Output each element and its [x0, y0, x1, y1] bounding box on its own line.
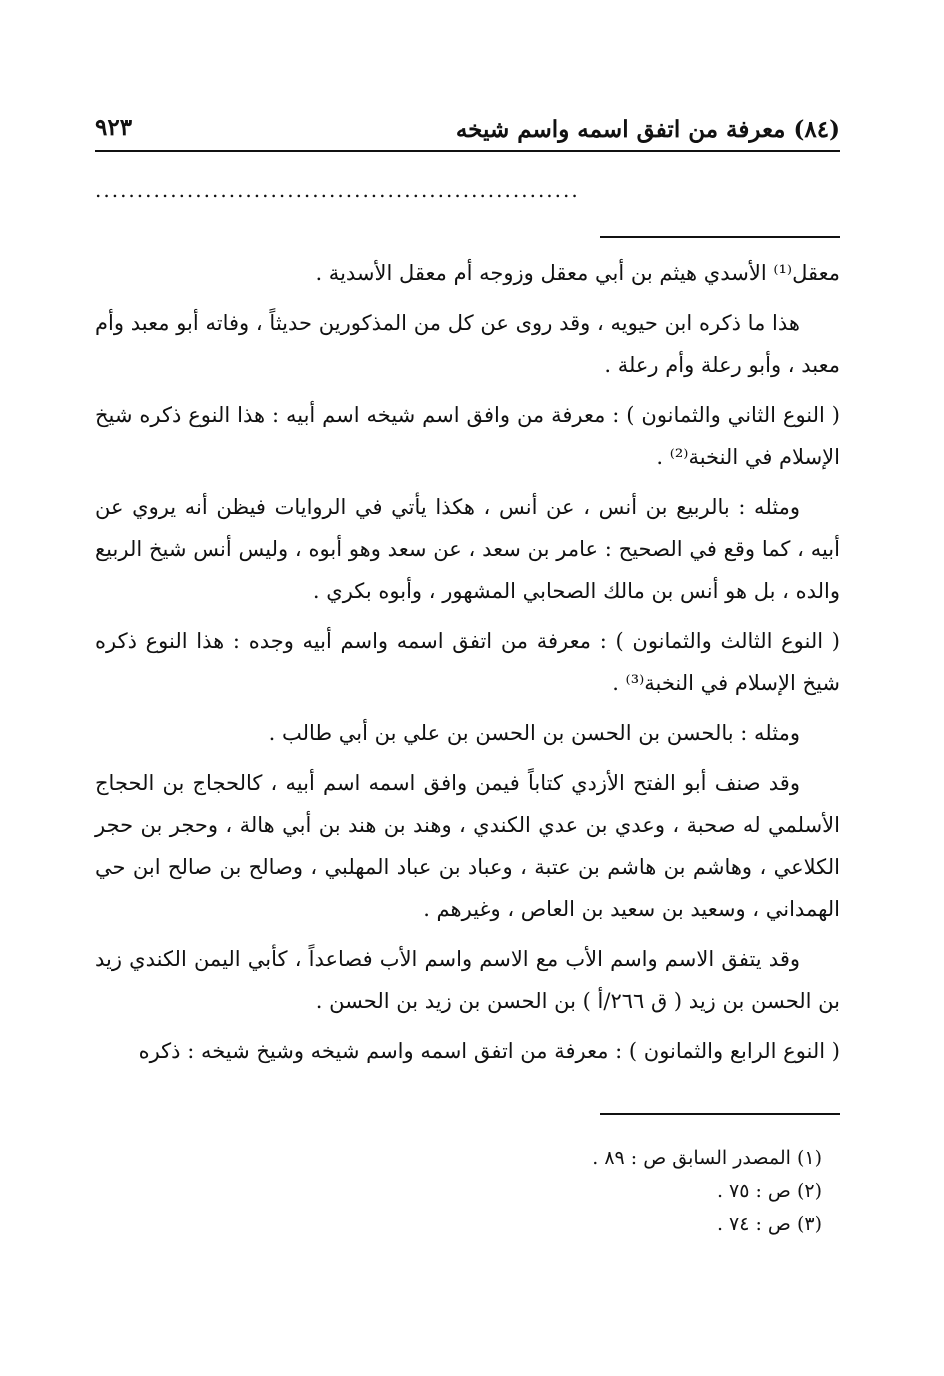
header-rule: [95, 150, 840, 152]
page-number: ٩٢٣: [95, 114, 133, 141]
paragraph: وقد يتفق الاسم واسم الأب مع الاسم واسم الأب فصاعداً ، كأبي اليمن الكندي زيد بن الحسن بن زيد ( ق ٢٦٦/أ ) بن الحسن بن زيد بن الحسن .: [95, 947, 840, 1013]
footnote: (١) المصدر السابق ص : ٨٩ .: [592, 1147, 822, 1169]
paragraph: ( النوع الثاني والثمانون ) : معرفة من وافق اسم شيخه اسم أبيه : هذا النوع ذكره شيخ الإسلام في النخبة⁽²⁾ .: [95, 403, 840, 469]
paragraph: ( النوع الرابع والثمانون ) : معرفة من اتفق اسمه واسم شيخه وشيخ شيخه : ذكره: [138, 1039, 840, 1063]
main-text: [95, 252, 840, 1080]
footnotes: [322, 1142, 822, 1241]
paragraph: معقل⁽¹⁾ الأسدي هيثم بن أبي معقل وزوجه أم معقل الأسدية .: [315, 261, 840, 285]
footnote: (٢) ص : ٧٥ .: [716, 1180, 822, 1202]
footnote-rule: [600, 1113, 840, 1115]
paragraph: هذا ما ذكره ابن حيويه ، وقد روى عن كل من المذكورين حديثاً ، وفاته أبو معبد وأم معبد ، وأبو رعلة وأم رعلة .: [95, 311, 840, 377]
page-header: [95, 112, 840, 152]
omission-dots: ..........................................................: [95, 178, 580, 202]
paragraph: وقد صنف أبو الفتح الأزدي كتاباً فيمن وافق اسمه اسم أبيه ، كالحجاج بن الحجاج الأسلمي له صحبة ، وعدي بن عدي الكندي ، وهند بن هند بن أبي هالة ، وحجر بن حجر الكلاعي ، وهاشم بن هاشم بن عتبة ، وعباد بن عباد المهلبي ، وصالح بن صالح ابن حي الهمداني ، وسعيد بن سعيد بن العاص ، وغيرهم .: [95, 771, 840, 921]
running-title: (٨٤) معرفة من اتفق اسمه واسم شيخه: [455, 116, 840, 143]
section-rule: [600, 236, 840, 238]
paragraph: ومثله : بالحسن بن الحسن بن الحسن بن علي بن أبي طالب .: [268, 721, 800, 745]
paragraph: ومثله : بالربيع بن أنس ، عن أنس ، هكذا يأتي في الروايات فيظن أنه يروي عن أبيه ، كما وقع في الصحيح : عامر بن سعد ، عن سعد وهو أبوه ، وليس أنس شيخ الربيع والده ، بل هو أنس بن مالك الصحابي المشهور ، وأبوه بكري .: [95, 495, 840, 603]
footnote: (٣) ص : ٧٤ .: [716, 1213, 822, 1235]
paragraph: ( النوع الثالث والثمانون ) : معرفة من اتفق اسمه واسم أبيه وجده : هذا النوع ذكره شيخ الإسلام في النخبة⁽³⁾ .: [95, 629, 840, 695]
